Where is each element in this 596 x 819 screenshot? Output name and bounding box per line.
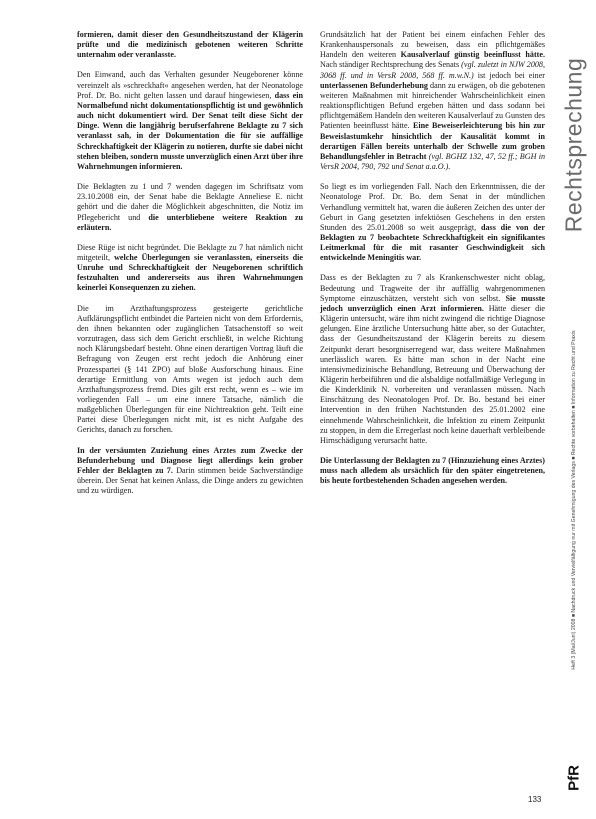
paragraph — [320, 273, 545, 446]
left-column — [77, 30, 303, 506]
text: dann zu erwägen, ob die gebotenen weiteren Maßnahmen mit hinreichender Wahrscheinlichkeit einen reaktionspflichtigen Befund ergeben hätten und dass sodann bei pflichtgemäßem Handeln den weiteren Kausalverlauf zu Gunsten des Patienten beeinflusst hätte. — [320, 80, 545, 131]
text: Die im Arzthaftungsprozess gesteigerte gerichtliche Aufklärungspflicht entbindet die Parteien nicht von dem Erfordernis, den ihnen bekannten oder zugänglichen Tatsachenstoff so weit vorzutragen, dass sich dem Gericht erschließt, in welche Richtung noch Klärungsbedarf besteht. Ohne einen derartigen Vortrag läuft die Befragung von Zeugen erst recht jedoch die Anhörung einer Prozesspartei (§ 141 ZPO) auf bloße Ausforschung hinaus. Eine derartige Ermittlung von Amts wegen ist jedoch auch dem Arzthaftungsprozess fremd. Dies gilt erst recht, wenn es – wie im vorliegenden Fall – um eine innere Tatsache, nämlich die maßgeblichen Überlegungen für eine Nichtreaktion geht. Teilt eine Partei diese Überlegungen nicht mit, ist es nicht Aufgabe des Gerichts, danach zu forschen. — [77, 303, 303, 435]
paragraph — [77, 243, 303, 294]
paragraph — [77, 446, 303, 497]
bold-text: Die Unterlassung der Beklagten zu 7 (Hinzuziehung eines Arztes) muss nach alledem als ursächlich für den später eingetretenen, bis heute fortbestehenden Schaden angesehen werden. — [320, 456, 545, 486]
margin-note: Heft 3 (Mai/Juni) 2008 ■ Nachdruck und Vervielfältigung nur mit Genehmigung des Verlags ■ Rechte vorbehalten ■ Information zu Recht und Praxis — [571, 330, 577, 670]
text: So liegt es im vorliegenden Fall. Nach den Erkenntnissen, die der Neonatologe Prof. Dr. Bo. dem Senat in der mündlichen Verhandlung vermittelt hat, waren die äußeren Zeichen des unter der Geburt in Gang gesetzten infektiösen Geschehens in den ersten Stunden des 25.01.2008 so weit ausgeprägt, — [320, 182, 545, 232]
bold-text: In der versäumten Zuziehung eines Arztes zum Zwecke der Befunderhebung und Diagnose liegt allerdings kein grober Fehler der Beklagten zu 7. — [77, 445, 303, 475]
bold-text: die unterbliebene weitere Reaktion zu erläutern. — [77, 212, 303, 232]
text: Grundsätzlich hat der Patient bei einem einfachen Fehler des Krankenhauspersonals zu beweisen, dass ein pflichtgemäßes Handeln den weiteren — [320, 30, 545, 60]
journal-logo — [561, 748, 587, 808]
text: Darin stimmen beide Sachverständige überein. Der Senat hat keinen Anlass, die Dinge anders zu gewichten und zu würdigen. — [77, 465, 303, 496]
margin-note-vertical — [561, 260, 587, 740]
section-title: Rechtsprechung — [560, 57, 587, 233]
text: Den Einwand, auch das Verhalten gesunder Neugeborener könne vereinzelt als »schreckhaft« angesehen werden, hat der Neonatologe Prof. Dr. Bo. nicht gelten lassen und darauf hingewiesen, — [77, 70, 303, 100]
paragraph — [320, 30, 545, 172]
bold-text: unterlassenen Befunderhebung — [320, 80, 428, 90]
text: Nach ständiger Rechtsprechung des Senats — [320, 60, 462, 70]
bold-text: welche Überlegungen sie veranlassten, einerseits die Unruhe und Schreckhaftigkeit der Neugeborenen schriftlich festzuhalten und andererseits aus ihren Wahrnehmungen keinerlei Konsequenzen zu ziehen. — [77, 252, 304, 293]
bold-text: Sie musste jedoch unverzüglich einen Arzt informieren. — [320, 293, 546, 313]
text: Dass es der Beklagten zu 7 als Krankenschwester nicht oblag, Bedeutung und Tragweite der ihr auffällig wahrgenommenen Symptome einzuschätzen, versteht sich von selbst. — [320, 273, 545, 303]
text: Hätte dieser die Klägerin untersucht, wäre ihm nicht zwingend die richtige Diagnose gelungen. Eine ärztliche Untersuchung hätte aber, so der Gutachter, dass der Gesundheitszustand der Klägerin bereits zu diesem Zeitpunkt derart besorgniserregend war, dass weitere Maßnahmen unerlässlich waren. Es hätte man schon in der Nacht eine intensivmedizinische Behandlung, Betreuung und Überwachung der Klägerin herbeiführen und die alsbaldige notfallmäßige Verlegung in die Kinderklinik N. vorbereiten und veranlassen müssen. Nach Einschätzung des Neonatologen Prof. Dr. Bo. bestand bei einer Intervention in den frühen Nachtstunden des 25.01.2002 eine einnehmende Wahrscheinlichkeit, die Infektion zu einem Zeitpunkt zu stoppen, in dem die Erregerlast noch keine dauerhaft verbleibende Hirnschädigung verursacht hatte. — [320, 303, 545, 445]
bold-text: Eine Beweiserleichterung bis hin zur Beweislastumkehr hinsichtlich der Kausalität kommt in derartigen Fällen bereits unterhalb der Schwelle zum groben Behandlungsfehler in Betracht — [320, 121, 545, 161]
bold-text: dass die von der Beklagten zu 7 beobachtete Schreckhaftigkeit ein signifikantes Leitmerkmal für die mit rasanter Geschwindigkeit sich entwickelnde Meningitis war. — [320, 222, 545, 263]
bold-text: dass ein Normalbefund nicht dokumentationspflichtig ist und gewöhnlich auch nicht dokumentiert wird. Der Senat teilt diese Sicht der Dinge. Wenn die langjährig berufserfahrene Beklagte zu 7 sich veranlasst sah, in der Dokumentation die für sie auffällige Schreckhaftigkeit der Klägerin zu notieren, durfte sie dabei nicht stehen bleiben, sondern musste unverzüglich einen Arzt über ihre Wahrnehmungen informieren. — [77, 90, 303, 171]
text: ist jedoch bei einer — [473, 70, 545, 80]
paragraph — [320, 182, 545, 263]
right-column — [320, 30, 545, 497]
paragraph — [77, 304, 303, 436]
text: Diese Rüge ist nicht begründet. Die Beklagte zu 7 hat nämlich nicht mitgeteilt, — [77, 242, 303, 262]
paragraph — [320, 456, 545, 486]
bold-text: formieren, damit dieser den Gesundheitszustand der Klägerin prüfte und die medizinisch gebotenen weiteren Schritte unternahm oder veranlasste. — [77, 30, 303, 60]
section-title-vertical — [560, 30, 588, 260]
paragraph — [77, 70, 303, 172]
journal-logo-text: PfR — [565, 765, 583, 791]
citation: (vgl. BGHZ 132, 47, 52 ff.; BGH in VersR 2004, 790, 792 und Senat a.a.O.). — [320, 151, 546, 172]
paragraph — [77, 30, 303, 60]
paragraph — [77, 182, 303, 233]
citation: (vgl. zuletzt in NJW 2008, 3068 ff. und in VersR 2008, 568 ff. m.w.N.) — [320, 60, 545, 80]
text: Die Beklagten zu 1 und 7 wenden dagegen im Schriftsatz vom 23.10.2008 ein, der Senat habe die Beklagte Anneliese E. nicht gehört und die daher die Möglichkeit abgeschnitten, die Notiz im Pflegebericht und — [77, 182, 303, 222]
page-number: 133 — [528, 795, 542, 804]
bold-text: Kausalverlauf günstig beeinflusst hätte. — [400, 50, 545, 60]
